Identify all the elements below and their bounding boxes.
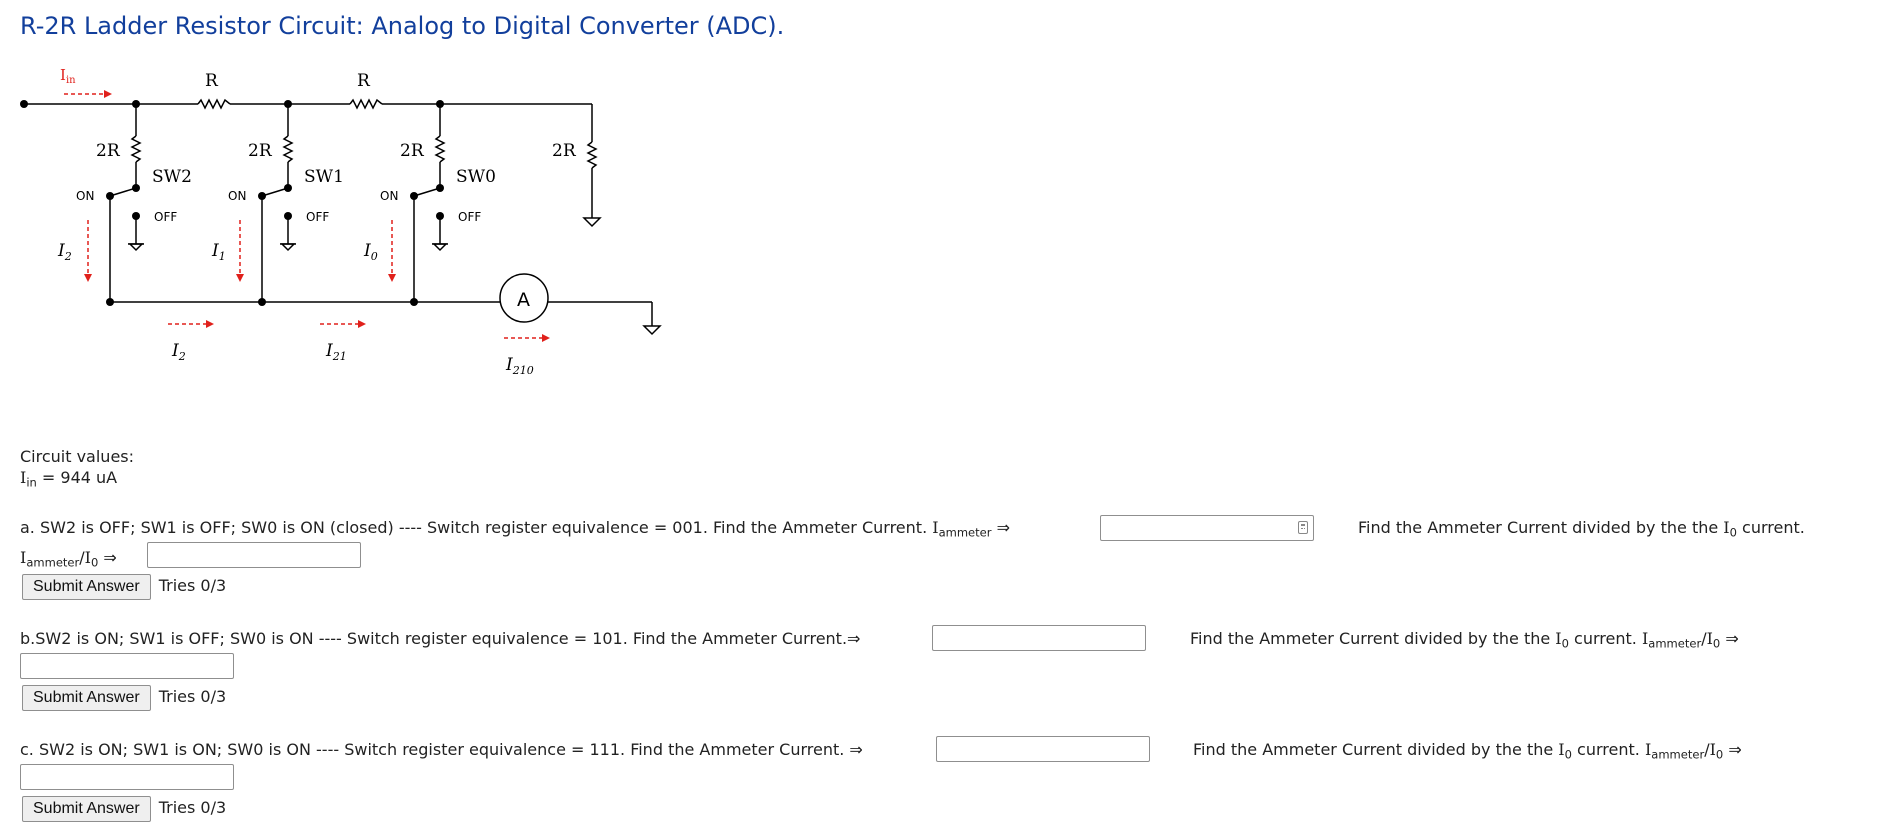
branch-current-label-0: $I_0$ xyxy=(364,241,378,263)
ground-icon-output xyxy=(644,326,660,334)
question-b-submit-button[interactable]: Submit Answer xyxy=(22,685,151,711)
question-c-current-input[interactable] xyxy=(936,736,1150,762)
bottom-current-label-2: $I_2$ xyxy=(172,341,186,363)
r2r-ladder-circuit-diagram xyxy=(0,58,680,388)
on-label-sw0: ON xyxy=(380,189,399,203)
off-label-sw2: OFF xyxy=(154,210,178,224)
question-c-tries: Tries 0/3 xyxy=(158,798,227,817)
question-a-tries: Tries 0/3 xyxy=(158,576,227,595)
r-label-1: R xyxy=(205,71,218,91)
circuit-values-heading: Circuit values: xyxy=(20,447,135,466)
question-b-ratio-input[interactable] xyxy=(20,653,234,679)
ground-icon-sw0 xyxy=(434,244,446,250)
off-label-sw1: OFF xyxy=(306,210,330,224)
resistor-r-2 xyxy=(350,100,382,108)
on-label-sw2: ON xyxy=(76,189,95,203)
ground-icon-end xyxy=(584,218,600,226)
page-title: R-2R Ladder Resistor Circuit: Analog to Digital Converter (ADC). xyxy=(20,12,785,40)
resistor-2r-sw0 xyxy=(436,136,444,162)
on-label-sw1: ON xyxy=(228,189,247,203)
resistor-2r-sw1 xyxy=(284,136,292,162)
switch-label-sw0: SW0 xyxy=(456,167,496,187)
question-b-tries: Tries 0/3 xyxy=(158,687,227,706)
question-a-text: a. SW2 is OFF; SW1 is OFF; SW0 is ON (closed) ---- Switch register equivalence = 001. Find the Ammeter Current. $I_{ammeter}$ ⇒ xyxy=(20,518,1010,540)
iin-arrow-label: $I_{in}$ xyxy=(60,66,76,86)
switch-label-sw2: SW2 xyxy=(152,167,192,187)
question-c-actions xyxy=(22,796,226,822)
question-b-actions xyxy=(22,685,226,711)
question-a-current-field-wrap xyxy=(1100,515,1314,541)
resistor-r-1 xyxy=(198,100,230,108)
off-label-sw0: OFF xyxy=(458,210,482,224)
2r-label-end: 2R xyxy=(552,141,576,161)
2r-label-sw1: 2R xyxy=(248,141,272,161)
2r-label-sw0: 2R xyxy=(400,141,424,161)
iin-value: $I_{in} = 944$ uA xyxy=(20,468,118,490)
question-b-ratio-text: Find the Ammeter Current divided by the the $I_0$ current. $I_{ammeter}/I_0$ ⇒ xyxy=(1190,629,1739,651)
resistor-2r-end xyxy=(588,142,596,168)
resistor-2r-sw2 xyxy=(132,136,140,162)
question-a-current-input[interactable] xyxy=(1100,515,1314,541)
question-a-ratio-text: Find the Ammeter Current divided by the the $I_0$ current. xyxy=(1358,518,1805,540)
question-a-submit-button[interactable]: Submit Answer xyxy=(22,574,151,600)
r-label-2: R xyxy=(357,71,370,91)
bottom-current-label-210: $I_{210}$ xyxy=(506,355,534,377)
ground-icon-sw2 xyxy=(130,244,142,250)
question-c-submit-button[interactable]: Submit Answer xyxy=(22,796,151,822)
bottom-current-label-21: $I_{21}$ xyxy=(326,341,347,363)
branch-current-label-1: $I_1$ xyxy=(212,241,226,263)
branch-current-label-2: $I_2$ xyxy=(58,241,72,263)
calculator-icon[interactable] xyxy=(1298,521,1308,534)
question-c-ratio-input[interactable] xyxy=(20,764,234,790)
question-a-actions xyxy=(22,574,226,600)
question-c-ratio-text: Find the Ammeter Current divided by the the $I_0$ current. $I_{ammeter}/I_0$ ⇒ xyxy=(1193,740,1742,762)
question-b-text: b.SW2 is ON; SW1 is OFF; SW0 is ON ---- Switch register equivalence = 101. Find the Ammeter Current.⇒ xyxy=(20,629,861,648)
question-b-current-input[interactable] xyxy=(932,625,1146,651)
switch-label-sw1: SW1 xyxy=(304,167,344,187)
question-c-text: c. SW2 is ON; SW1 is ON; SW0 is ON ---- Switch register equivalence = 111. Find the Ammeter Current. ⇒ xyxy=(20,740,863,759)
ground-icon-sw1 xyxy=(282,244,294,250)
ammeter-label: A xyxy=(517,289,530,311)
question-a-ratio-label: $I_{ammeter}/I_0$ ⇒ xyxy=(20,548,117,570)
question-a-ratio-input[interactable] xyxy=(147,542,361,568)
2r-label-sw2: 2R xyxy=(96,141,120,161)
